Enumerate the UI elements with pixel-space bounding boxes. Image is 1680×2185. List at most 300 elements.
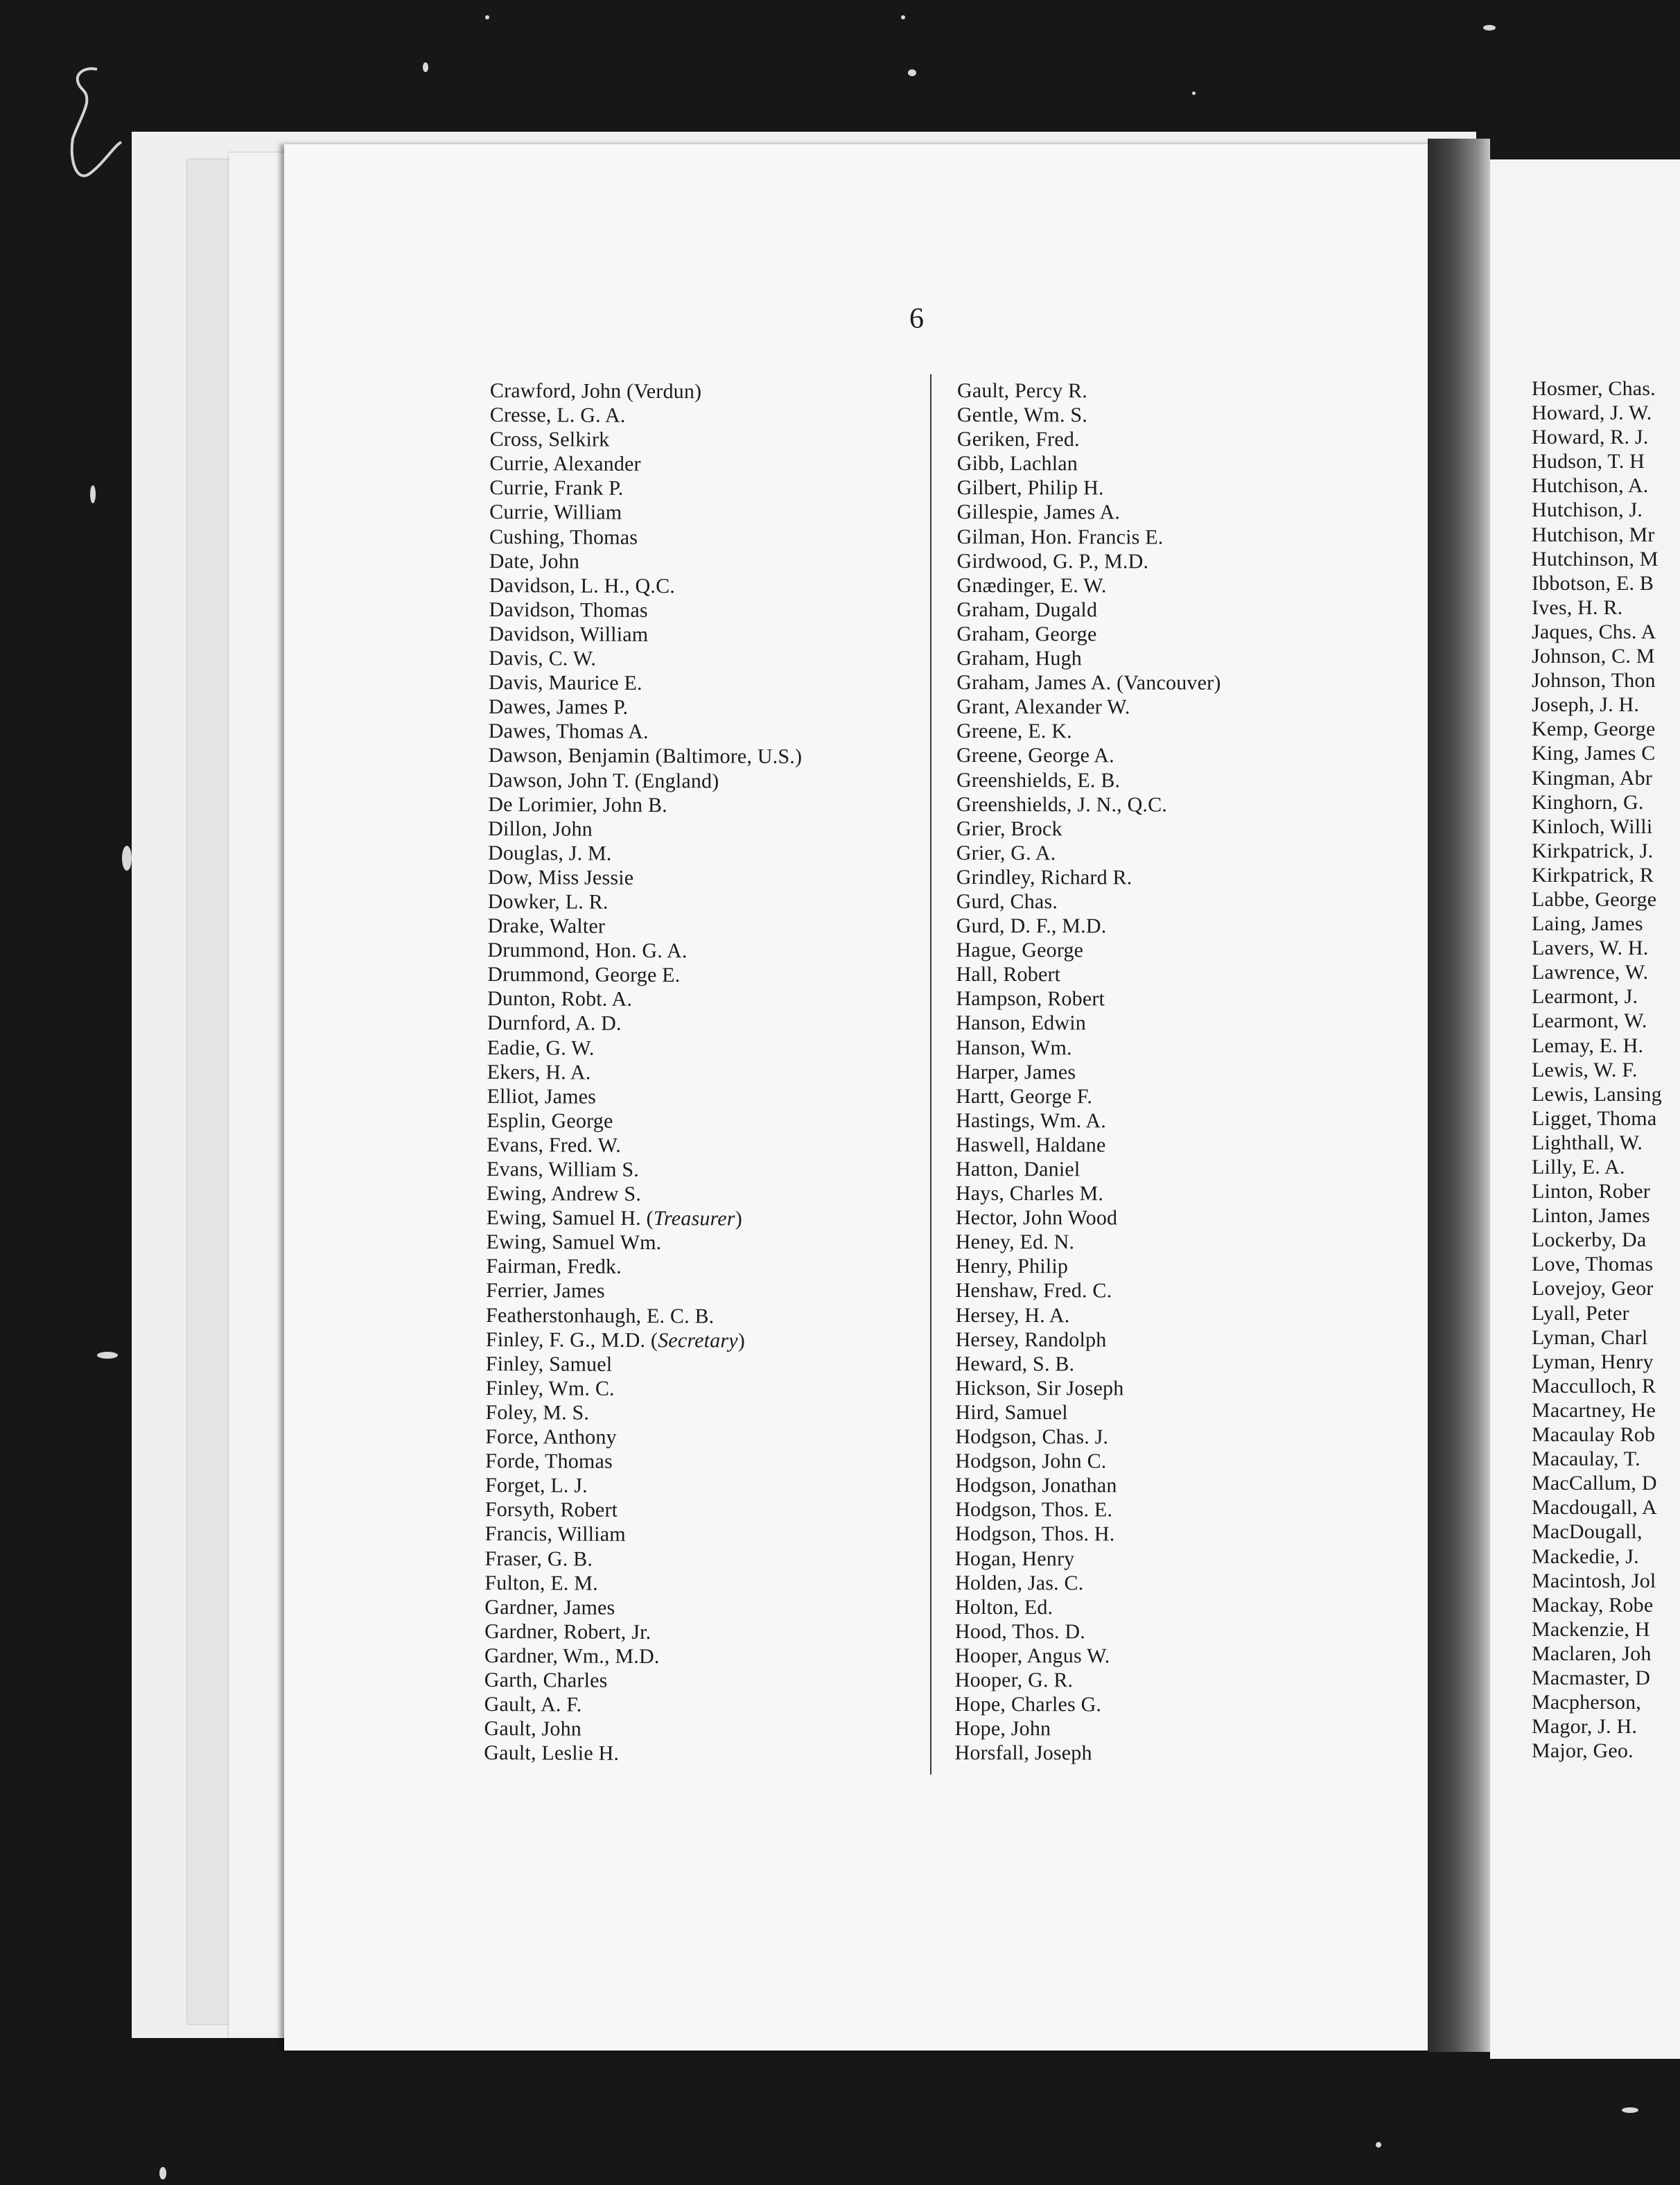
dust-speck bbox=[122, 846, 132, 871]
member-name: Linton, James bbox=[1532, 1204, 1650, 1228]
member-entry bbox=[489, 598, 803, 623]
member-name: Hogan, Henry bbox=[955, 1547, 1075, 1570]
member-name: Grier, G. A. bbox=[956, 841, 1056, 865]
member-name: Gurd, Chas. bbox=[956, 889, 1058, 914]
member-name: Kinghorn, G. bbox=[1532, 790, 1644, 814]
member-entry bbox=[487, 914, 801, 939]
member-entry bbox=[1532, 376, 1662, 401]
member-entry bbox=[956, 1011, 1220, 1036]
member-entry bbox=[486, 1376, 800, 1402]
member-name: Gardner, Wm., M.D. bbox=[484, 1644, 660, 1668]
member-name: Henry, Philip bbox=[955, 1255, 1069, 1278]
member-name: Davidson, L. H., Q.C. bbox=[489, 573, 676, 598]
member-name: Garth, Charles bbox=[484, 1668, 608, 1692]
member-entry bbox=[1532, 644, 1662, 668]
member-entry bbox=[485, 1449, 799, 1474]
member-entry bbox=[1532, 741, 1662, 765]
member-name: Cross, Selkirk bbox=[489, 428, 610, 451]
member-name: Hudson, T. H bbox=[1532, 450, 1645, 473]
member-entry bbox=[1532, 1179, 1662, 1203]
member-name: Magor, J. H. bbox=[1532, 1715, 1638, 1739]
member-entry bbox=[1532, 1009, 1662, 1033]
member-name: Davis, C. W. bbox=[489, 647, 597, 670]
member-entry bbox=[1532, 1252, 1662, 1276]
member-entry bbox=[1532, 839, 1662, 863]
member-entry bbox=[1532, 1642, 1662, 1666]
member-name: Greene, George A. bbox=[956, 744, 1114, 767]
member-entry bbox=[1532, 693, 1662, 717]
member-entry bbox=[956, 743, 1220, 768]
member-name: Macmaster, D bbox=[1532, 1666, 1651, 1689]
member-entry bbox=[1532, 1447, 1662, 1471]
member-name: Hersey, Randolph bbox=[955, 1327, 1107, 1352]
member-entry bbox=[484, 1716, 798, 1742]
member-name: Macculloch, R bbox=[1532, 1374, 1656, 1398]
member-name: Evans, William S. bbox=[486, 1157, 640, 1181]
member-entry bbox=[1532, 523, 1662, 547]
member-name: Holton, Ed. bbox=[954, 1595, 1053, 1619]
member-entry bbox=[484, 1546, 798, 1572]
member-name: Ligget, Thoma bbox=[1532, 1106, 1657, 1130]
member-entry bbox=[1532, 1617, 1662, 1642]
member-list-column-2 bbox=[955, 378, 1222, 1766]
member-name: Ekers, H. A. bbox=[487, 1060, 591, 1084]
member-entry bbox=[957, 403, 1221, 428]
member-entry bbox=[486, 1230, 800, 1255]
member-entry bbox=[957, 549, 1221, 574]
member-entry bbox=[1532, 449, 1662, 473]
member-name: Macintosh, Jol bbox=[1532, 1569, 1656, 1592]
member-entry bbox=[956, 1327, 1220, 1352]
dust-speck bbox=[97, 1352, 118, 1359]
member-entry bbox=[489, 451, 803, 477]
member-entry bbox=[1532, 1325, 1662, 1350]
member-entry bbox=[484, 1571, 798, 1596]
member-name: Dawes, Thomas A. bbox=[488, 720, 649, 744]
member-name: Linton, Rober bbox=[1532, 1180, 1650, 1203]
member-entry bbox=[487, 1133, 800, 1158]
member-entry bbox=[486, 1303, 800, 1329]
member-entry bbox=[956, 646, 1220, 671]
dust-speck bbox=[1192, 92, 1196, 95]
member-entry bbox=[955, 1400, 1219, 1425]
member-name: Hodgson, Jonathan bbox=[955, 1474, 1117, 1497]
member-name: Geriken, Fred. bbox=[956, 428, 1080, 451]
member-entry bbox=[489, 476, 803, 501]
member-entry bbox=[487, 1036, 801, 1061]
member-entry bbox=[487, 1205, 800, 1231]
member-entry bbox=[488, 817, 802, 842]
member-entry bbox=[484, 1741, 798, 1766]
member-entry bbox=[1532, 717, 1662, 741]
member-entry bbox=[1532, 571, 1662, 595]
member-name: Drake, Walter bbox=[487, 914, 606, 938]
member-name: Holden, Jas. C. bbox=[954, 1571, 1084, 1594]
member-name: Gault, Leslie H. bbox=[484, 1741, 620, 1766]
member-name: Hanson, Edwin bbox=[956, 1011, 1086, 1035]
member-name: Force, Anthony bbox=[485, 1425, 617, 1449]
member-name: Hosmer, Chas. bbox=[1532, 377, 1656, 400]
member-entry bbox=[1532, 425, 1662, 449]
member-name: Hall, Robert bbox=[956, 963, 1061, 986]
member-entry bbox=[1532, 1666, 1662, 1690]
member-name: Graham, James A. (Vancouver) bbox=[956, 671, 1221, 695]
member-name: Hope, Charles G. bbox=[954, 1693, 1102, 1716]
member-name: King, James C bbox=[1532, 742, 1656, 765]
member-entry bbox=[487, 1011, 801, 1036]
member-entry bbox=[484, 1595, 798, 1621]
member-entry bbox=[957, 476, 1221, 500]
member-name: Hodgson, John C. bbox=[955, 1450, 1107, 1473]
member-name: Jaques, Chs. A bbox=[1532, 620, 1656, 643]
member-name: Love, Thomas bbox=[1532, 1253, 1654, 1276]
member-entry bbox=[956, 1133, 1220, 1158]
member-entry bbox=[484, 1692, 798, 1718]
member-entry bbox=[489, 549, 803, 575]
member-entry bbox=[486, 1352, 800, 1377]
member-entry bbox=[1532, 1301, 1662, 1325]
dust-speck bbox=[423, 62, 428, 72]
member-entry bbox=[1532, 1374, 1662, 1398]
member-role: Treasurer bbox=[653, 1207, 735, 1230]
member-entry bbox=[1532, 960, 1662, 984]
member-entry bbox=[956, 841, 1220, 866]
member-name: Lilly, E. A. bbox=[1532, 1156, 1625, 1178]
member-entry bbox=[489, 695, 803, 720]
member-name: Elliot, James bbox=[487, 1084, 597, 1108]
member-entry bbox=[1532, 984, 1662, 1009]
dust-speck bbox=[1376, 2142, 1381, 2148]
member-name: Fairman, Fredk. bbox=[486, 1255, 622, 1279]
member-name: Hird, Samuel bbox=[955, 1400, 1068, 1425]
member-entry bbox=[489, 573, 803, 599]
member-name: Major, Geo. bbox=[1532, 1739, 1634, 1763]
member-name: Drummond, Hon. G. A. bbox=[487, 939, 688, 963]
member-entry bbox=[1532, 1495, 1662, 1520]
column-divider bbox=[930, 374, 931, 1775]
member-entry bbox=[1532, 1228, 1662, 1252]
member-name: Ibbotson, E. B bbox=[1532, 571, 1654, 595]
member-entry bbox=[487, 938, 801, 964]
dust-speck bbox=[159, 2167, 166, 2179]
member-name: Learmont, W. bbox=[1532, 1009, 1647, 1033]
member-entry bbox=[487, 1108, 800, 1134]
member-name: Henshaw, Fred. C. bbox=[955, 1279, 1112, 1303]
member-entry bbox=[956, 622, 1220, 647]
member-entry bbox=[487, 1060, 801, 1086]
member-entry bbox=[956, 986, 1220, 1011]
member-entry bbox=[955, 1546, 1219, 1571]
member-entry bbox=[1532, 887, 1662, 912]
member-entry bbox=[956, 865, 1220, 890]
member-entry bbox=[1532, 815, 1662, 839]
member-name: Graham, Dugald bbox=[956, 598, 1098, 622]
member-name: Johnson, Thon bbox=[1532, 669, 1656, 693]
member-name: Hood, Thos. D. bbox=[954, 1619, 1085, 1644]
member-name: Hodgson, Thos. E. bbox=[955, 1498, 1113, 1522]
member-entry bbox=[957, 500, 1221, 525]
member-name: Lawrence, W. bbox=[1532, 961, 1649, 984]
member-name: Hersey, H. A. bbox=[955, 1303, 1070, 1327]
member-name: Gibb, Lachlan bbox=[956, 452, 1078, 476]
dust-speck bbox=[1483, 25, 1496, 31]
member-name: Ewing, Samuel H. ( bbox=[486, 1206, 654, 1230]
page-number: 6 bbox=[909, 303, 924, 335]
member-name: Hanson, Wm. bbox=[956, 1036, 1072, 1059]
member-name: Currie, Frank P. bbox=[489, 476, 624, 500]
member-entry bbox=[1532, 1398, 1662, 1422]
member-name: Howard, J. W. bbox=[1532, 401, 1652, 425]
dust-speck bbox=[90, 485, 96, 503]
member-name: Eadie, G. W. bbox=[487, 1036, 595, 1060]
member-entry bbox=[956, 1181, 1220, 1206]
member-name: De Lorimier, John B. bbox=[488, 792, 667, 817]
member-entry bbox=[1532, 668, 1662, 693]
member-name: Lighthall, W. bbox=[1532, 1131, 1643, 1154]
member-entry bbox=[1532, 1131, 1662, 1155]
member-name: Gillespie, James A. bbox=[956, 500, 1121, 524]
member-entry bbox=[955, 1741, 1219, 1766]
member-entry bbox=[956, 1060, 1220, 1085]
member-entry bbox=[1532, 1690, 1662, 1714]
member-name: Date, John bbox=[489, 549, 580, 573]
member-entry bbox=[486, 1278, 800, 1304]
member-name: Hodgson, Thos. H. bbox=[955, 1522, 1115, 1546]
member-entry bbox=[1532, 1155, 1662, 1179]
member-entry bbox=[1532, 547, 1662, 571]
member-role: Secretary bbox=[658, 1328, 738, 1352]
member-name: Grant, Alexander W. bbox=[956, 695, 1130, 719]
member-entry bbox=[1532, 401, 1662, 425]
member-entry bbox=[956, 1108, 1220, 1133]
member-entry bbox=[1532, 620, 1662, 644]
member-entry bbox=[956, 1254, 1220, 1279]
member-name: Gilman, Hon. Francis E. bbox=[956, 525, 1164, 549]
member-entry bbox=[1532, 1058, 1662, 1082]
member-entry bbox=[956, 914, 1220, 939]
member-entry bbox=[956, 1157, 1220, 1182]
member-entry bbox=[1532, 1739, 1662, 1763]
member-name: Greene, E. K. bbox=[956, 720, 1072, 743]
member-name: Graham, Hugh bbox=[956, 647, 1083, 670]
member-entry bbox=[487, 1157, 800, 1183]
member-entry bbox=[485, 1473, 799, 1499]
member-name: Greenshields, J. N., Q.C. bbox=[956, 792, 1168, 817]
member-name: Featherstonhaugh, E. C. B. bbox=[486, 1303, 715, 1327]
member-entry bbox=[1532, 1350, 1662, 1374]
member-entry bbox=[486, 1254, 800, 1280]
member-entry bbox=[1532, 1203, 1662, 1228]
member-name: Ewing, Samuel Wm. bbox=[486, 1230, 662, 1255]
member-entry bbox=[955, 1425, 1219, 1450]
member-entry bbox=[490, 403, 804, 428]
member-name: Gnædinger, E. W. bbox=[956, 573, 1107, 598]
dust-speck bbox=[1622, 2107, 1638, 2113]
member-entry bbox=[955, 1644, 1219, 1669]
member-entry bbox=[956, 573, 1220, 598]
member-name: Davidson, William bbox=[489, 622, 649, 646]
member-entry bbox=[955, 1716, 1219, 1741]
member-name: Howard, R. J. bbox=[1532, 426, 1649, 449]
member-name: Dunton, Robt. A. bbox=[487, 987, 633, 1011]
member-name: Greenshields, E. B. bbox=[956, 768, 1121, 792]
member-entry bbox=[957, 427, 1221, 452]
member-name: Macdougall, A bbox=[1532, 1496, 1657, 1520]
member-list-column-3 bbox=[1532, 376, 1662, 1763]
member-entry bbox=[955, 1692, 1219, 1717]
member-name: MacDougall, bbox=[1532, 1520, 1643, 1544]
member-entry bbox=[1532, 1544, 1662, 1569]
member-entry bbox=[955, 1595, 1219, 1620]
member-entry bbox=[956, 938, 1220, 963]
member-name: Dawes, James P. bbox=[488, 695, 629, 720]
member-entry bbox=[1532, 936, 1662, 960]
member-name: Hooper, G. R. bbox=[954, 1668, 1074, 1692]
member-name: Grier, Brock bbox=[956, 817, 1062, 840]
member-name: Kirkpatrick, J. bbox=[1532, 839, 1654, 862]
member-entry bbox=[1532, 1471, 1662, 1495]
member-name: Forde, Thomas bbox=[485, 1450, 613, 1473]
member-name: Laing, James bbox=[1532, 912, 1643, 936]
member-name: Hampson, Robert bbox=[956, 987, 1105, 1011]
member-entry bbox=[957, 451, 1221, 476]
member-entry bbox=[956, 889, 1220, 914]
member-name: Douglas, J. M. bbox=[487, 841, 612, 865]
member-name: Ives, H. R. bbox=[1532, 595, 1623, 619]
member-entry bbox=[489, 646, 803, 672]
member-name: Kingman, Abr bbox=[1532, 766, 1653, 790]
member-name: Gentle, Wm. S. bbox=[956, 403, 1087, 427]
member-name: Hartt, George F. bbox=[956, 1084, 1093, 1108]
member-name: Dowker, L. R. bbox=[487, 889, 609, 914]
member-name: Horsfall, Joseph bbox=[954, 1741, 1092, 1765]
member-name: Hays, Charles M. bbox=[955, 1182, 1104, 1205]
member-entry bbox=[489, 500, 803, 525]
member-list-column-1 bbox=[484, 378, 803, 1766]
member-entry bbox=[955, 1497, 1219, 1522]
member-name: Francis, William bbox=[484, 1522, 626, 1547]
member-name: Lyman, Charl bbox=[1532, 1325, 1648, 1349]
member-name: Macartney, He bbox=[1532, 1398, 1656, 1422]
member-name: Finley, Wm. C. bbox=[485, 1376, 615, 1400]
member-name: Mackenzie, H bbox=[1532, 1617, 1650, 1641]
member-entry bbox=[956, 1230, 1220, 1255]
member-name: Grindley, Richard R. bbox=[956, 865, 1132, 889]
member-name: Macaulay Rob bbox=[1532, 1423, 1656, 1447]
member-entry bbox=[488, 792, 802, 818]
member-name: Lyman, Henry bbox=[1532, 1350, 1654, 1373]
member-name: Dow, Miss Jessie bbox=[487, 865, 634, 889]
member-entry bbox=[489, 525, 803, 550]
member-entry bbox=[484, 1619, 798, 1645]
member-name: Gilbert, Philip H. bbox=[956, 476, 1104, 500]
member-name: Davidson, Thomas bbox=[489, 598, 648, 622]
member-entry bbox=[1532, 863, 1662, 887]
member-name: Gault, Percy R. bbox=[956, 379, 1087, 403]
member-name: Currie, William bbox=[489, 500, 622, 525]
member-name: Gault, John bbox=[484, 1717, 582, 1741]
member-name: Hector, John Wood bbox=[955, 1206, 1118, 1230]
member-entry bbox=[1532, 1082, 1662, 1106]
member-entry bbox=[955, 1376, 1219, 1401]
member-entry bbox=[488, 865, 802, 891]
member-entry bbox=[956, 1278, 1220, 1303]
member-entry bbox=[489, 622, 803, 647]
member-entry bbox=[484, 1668, 798, 1694]
member-name: Learmont, J. bbox=[1532, 985, 1638, 1009]
member-entry bbox=[956, 792, 1220, 817]
member-name: Kirkpatrick, R bbox=[1532, 863, 1654, 887]
member-name: Dillon, John bbox=[488, 817, 593, 841]
member-entry bbox=[490, 427, 804, 453]
member-name: Drummond, George E. bbox=[487, 963, 681, 987]
member-name: Lewis, Lansing bbox=[1532, 1082, 1662, 1106]
member-name: Forsyth, Robert bbox=[484, 1498, 618, 1522]
member-entry bbox=[956, 962, 1220, 987]
member-role-close: ) bbox=[737, 1329, 746, 1352]
member-entry bbox=[1532, 498, 1662, 522]
member-role-close: ) bbox=[735, 1207, 743, 1230]
member-entry bbox=[1532, 1106, 1662, 1131]
member-name: Hague, George bbox=[956, 939, 1084, 962]
member-name: Labbe, George bbox=[1532, 887, 1657, 911]
member-name: Heney, Ed. N. bbox=[955, 1230, 1075, 1254]
member-entry bbox=[1532, 1714, 1662, 1739]
member-name: Hooper, Angus W. bbox=[954, 1644, 1110, 1668]
member-name: Maclaren, Joh bbox=[1532, 1642, 1652, 1665]
member-name: Gardner, James bbox=[484, 1595, 615, 1619]
member-name: Hutchinson, M bbox=[1532, 547, 1659, 571]
member-entry bbox=[1532, 1422, 1662, 1447]
member-entry bbox=[1532, 790, 1662, 815]
member-entry bbox=[1532, 1276, 1662, 1300]
member-name: Joseph, J. H. bbox=[1532, 693, 1640, 717]
member-entry bbox=[955, 1352, 1219, 1377]
member-entry bbox=[486, 1327, 800, 1353]
member-name: Heward, S. B. bbox=[955, 1352, 1075, 1376]
member-name: Finley, Samuel bbox=[485, 1352, 613, 1376]
member-entry bbox=[956, 1036, 1220, 1061]
member-name: Currie, Alexander bbox=[489, 452, 641, 476]
document-page bbox=[284, 144, 1435, 2051]
member-name: Gardner, Robert, Jr. bbox=[484, 1619, 651, 1644]
member-entry bbox=[488, 767, 802, 793]
member-name: Foley, M. S. bbox=[485, 1400, 590, 1425]
member-name: Haswell, Haldane bbox=[956, 1133, 1106, 1157]
member-name: Harper, James bbox=[956, 1060, 1076, 1083]
member-entry bbox=[955, 1668, 1219, 1693]
member-name: Girdwood, G. P., M.D. bbox=[956, 549, 1149, 573]
member-entry bbox=[485, 1425, 799, 1450]
member-name: Kemp, George bbox=[1532, 717, 1656, 741]
book-gutter bbox=[1428, 139, 1490, 2052]
member-name: Lockerby, Da bbox=[1532, 1228, 1647, 1252]
member-name: MacCallum, D bbox=[1532, 1472, 1657, 1495]
member-entry bbox=[485, 1497, 799, 1523]
member-name: Ferrier, James bbox=[486, 1279, 605, 1303]
member-name: Cresse, L. G. A. bbox=[489, 403, 626, 427]
member-entry bbox=[1532, 766, 1662, 790]
member-name: Macaulay, T. bbox=[1532, 1447, 1640, 1471]
member-name: Johnson, C. M bbox=[1532, 645, 1655, 668]
member-name: Graham, George bbox=[956, 622, 1097, 646]
member-entry bbox=[485, 1400, 799, 1426]
member-entry bbox=[489, 743, 803, 769]
member-name: Hodgson, Chas. J. bbox=[955, 1425, 1109, 1449]
member-name: Fulton, E. M. bbox=[484, 1571, 598, 1595]
member-entry bbox=[488, 841, 802, 867]
member-name: Hickson, Sir Joseph bbox=[955, 1376, 1124, 1400]
